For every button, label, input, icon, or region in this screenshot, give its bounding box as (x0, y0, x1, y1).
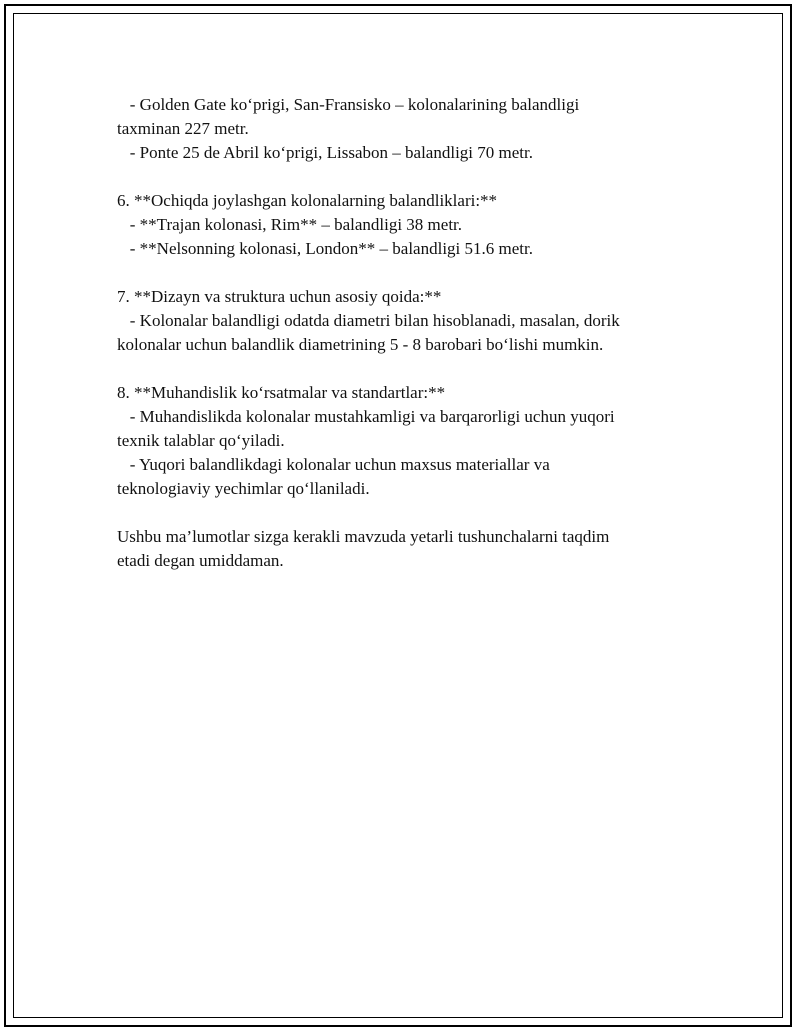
paragraph-gap (117, 357, 677, 381)
document-body (117, 93, 677, 573)
closing-text-line: Ushbu ma’lumotlar sizga kerakli mavzuda yetarli tushunchalarni taqdim (117, 527, 610, 546)
text-line: taxminan 227 metr. (117, 119, 249, 138)
text-line: - Muhandislikda kolonalar mustahkamligi va barqarorligi uchun yuqori (117, 407, 615, 426)
text-line: - Golden Gate ko‘prigi, San-Fransisko – kolonalarining balandligi (117, 95, 580, 114)
paragraph-gap (117, 501, 677, 525)
text-line: kolonalar uchun balandlik diametrining 5 - 8 barobari bo‘lishi mumkin. (117, 335, 604, 354)
text-line: - Ponte 25 de Abril ko‘prigi, Lissabon – balandligi 70 metr. (117, 143, 533, 162)
paragraph-gap (117, 261, 677, 285)
paragraph-gap (117, 165, 677, 189)
text-line: - **Trajan kolonasi, Rim** – balandligi 38 metr. (117, 215, 463, 234)
section-heading: 8. **Muhandislik ko‘rsatmalar va standartlar:** (117, 383, 446, 402)
text-line: - Kolonalar balandligi odatda diametri bilan hisoblanadi, masalan, dorik (117, 311, 620, 330)
text-line: - **Nelsonning kolonasi, London** – balandligi 51.6 metr. (117, 239, 533, 258)
text-line: - Yuqori balandlikdagi kolonalar uchun maxsus materiallar va (117, 455, 550, 474)
closing-text-line: etadi degan umiddaman. (117, 551, 284, 570)
text-line: teknologiaviy yechimlar qo‘llaniladi. (117, 479, 370, 498)
section-heading: 7. **Dizayn va struktura uchun asosiy qoida:** (117, 287, 442, 306)
section-heading: 6. **Ochiqda joylashgan kolonalarning balandliklari:** (117, 191, 498, 210)
text-line: texnik talablar qo‘yiladi. (117, 431, 285, 450)
